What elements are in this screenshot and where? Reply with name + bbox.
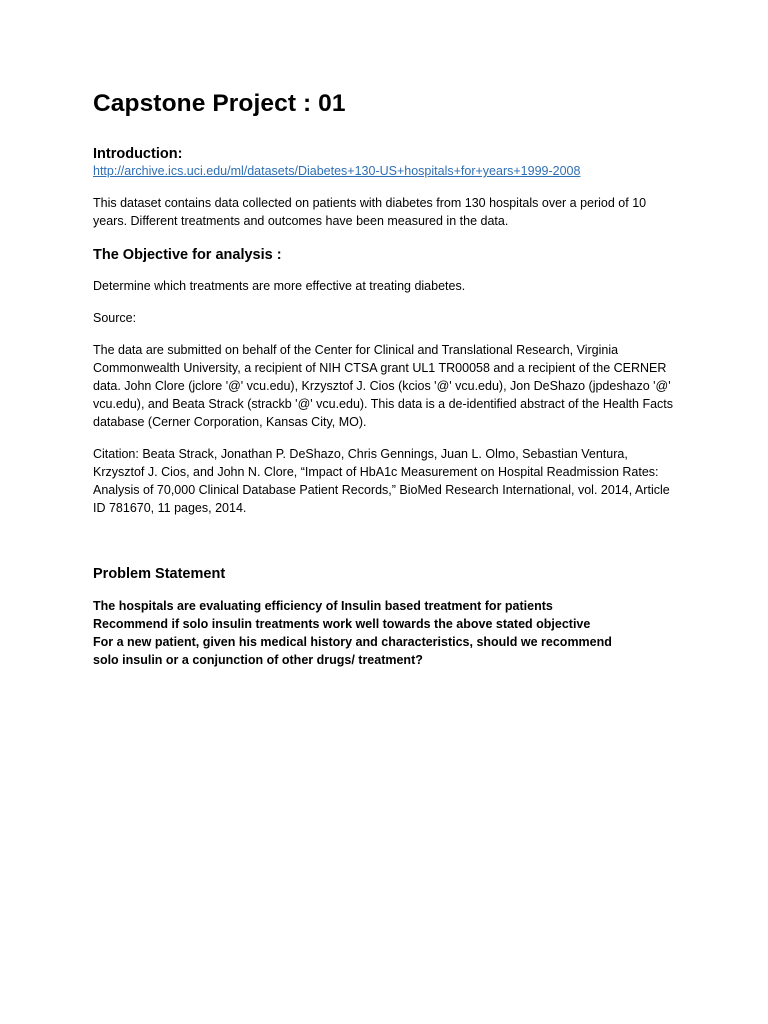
objective-paragraph: Determine which treatments are more effective at treating diabetes. bbox=[93, 279, 466, 293]
problem-statement bbox=[93, 597, 678, 669]
citation-paragraph: Citation: Beata Strack, Jonathan P. DeShazo, Chris Gennings, Juan L. Olmo, Sebastian Ventura, Krzysztof J. Cios, and John N. Clore, “Impact of HbA1c Measurement on Hospital Readmission Rates: Analysis of 70,000 Clinical Database Patient Records,” BioMed Research International, vol. 2014, Article ID 781670, 11 pages, 2014. bbox=[93, 447, 670, 515]
objective-heading: The Objective for analysis : bbox=[93, 247, 282, 263]
problem-line: The hospitals are evaluating efficiency of Insulin based treatment for patients bbox=[93, 599, 553, 613]
dataset-link[interactable]: http://archive.ics.uci.edu/ml/datasets/Diabetes+130-US+hospitals+for+years+1999-2008 bbox=[93, 164, 581, 178]
intro-paragraph: This dataset contains data collected on patients with diabetes from 130 hospitals over a period of 10 years. Different treatments and outcomes have been measured in the data. bbox=[93, 196, 647, 228]
document-title: Capstone Project : 01 bbox=[93, 90, 346, 117]
document-page bbox=[93, 88, 678, 669]
problem-heading: Problem Statement bbox=[93, 566, 226, 582]
source-label: Source: bbox=[93, 311, 137, 325]
introduction-heading: Introduction: bbox=[93, 146, 183, 162]
source-paragraph: The data are submitted on behalf of the Center for Clinical and Translational Research, Virginia Commonwealth University, a recipient of NIH CTSA grant UL1 TR00058 and a recipient of the CERNER data. John Clore (jclore '@' vcu.edu), Krzysztof J. Cios (kcios '@' vcu.edu), Jon DeShazo (jpdeshazo '@' vcu.edu), and Beata Strack (strackb '@' vcu.edu). This data is a de-identified abstract of the Health Facts database (Cerner Corporation, Kansas City, MO). bbox=[93, 343, 674, 429]
problem-line: For a new patient, given his medical history and characteristics, should we recommend bbox=[93, 635, 612, 649]
problem-line: Recommend if solo insulin treatments work well towards the above stated objective bbox=[93, 617, 591, 631]
problem-line: solo insulin or a conjunction of other drugs/ treatment? bbox=[93, 653, 423, 667]
